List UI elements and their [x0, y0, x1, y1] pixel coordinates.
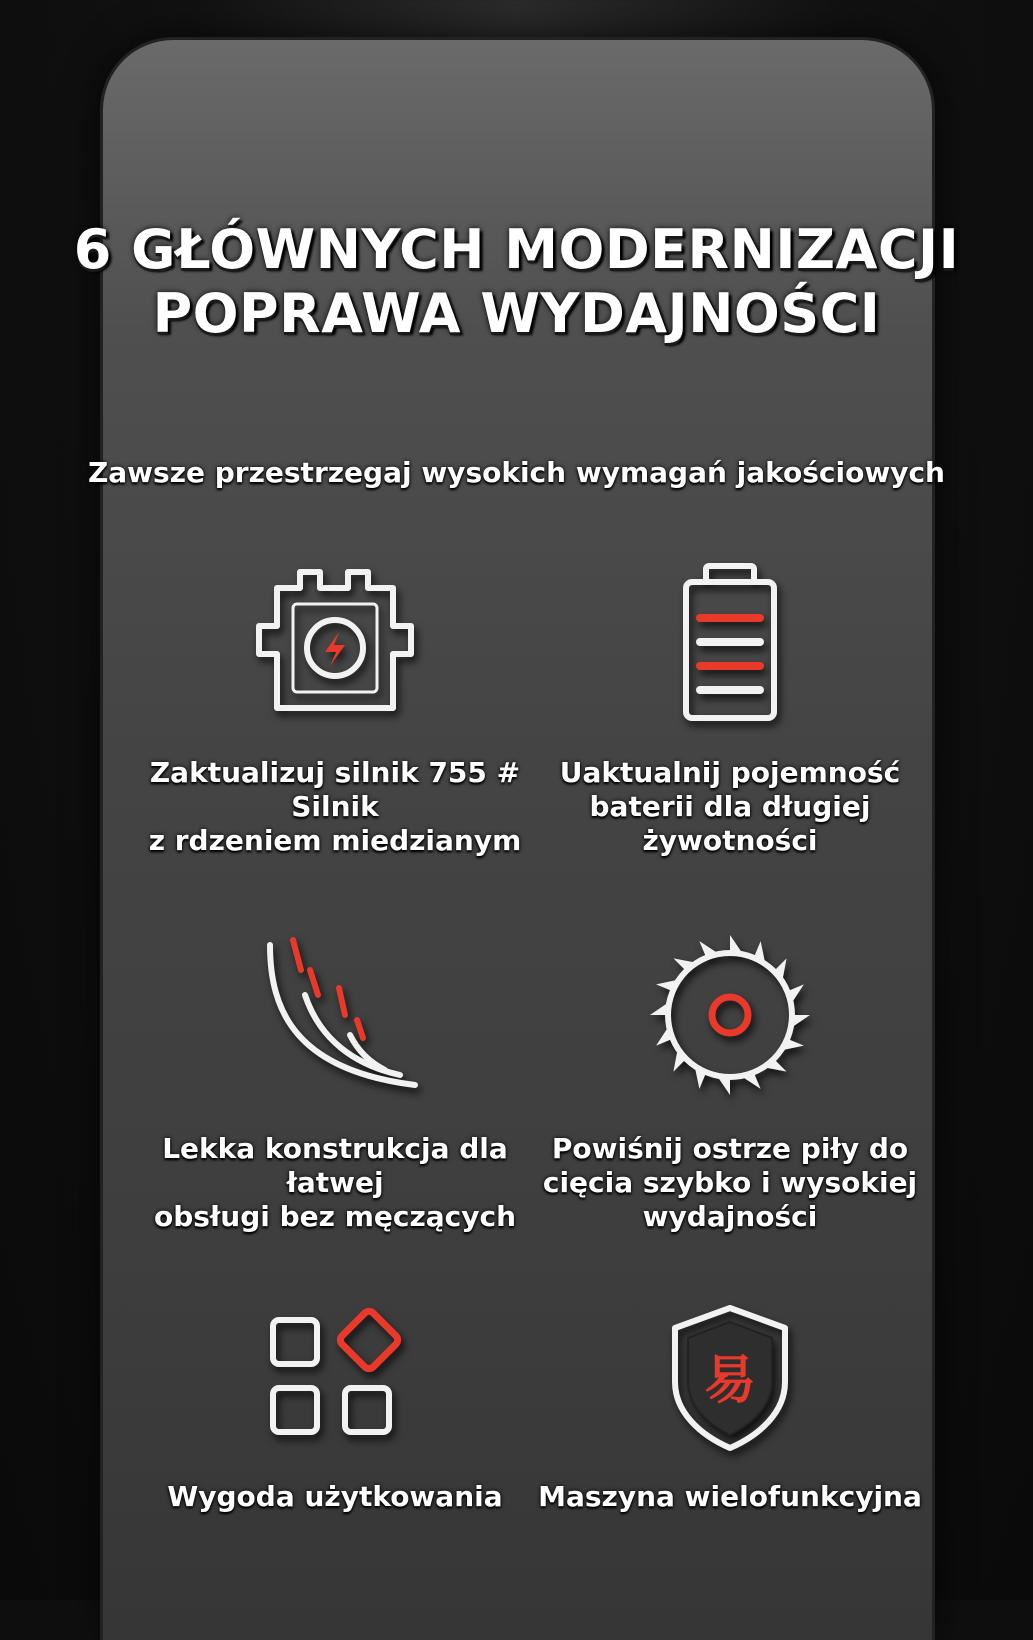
saw-tooth: [730, 935, 743, 954]
shield-icon: [630, 1300, 830, 1450]
page-title: [0, 218, 1033, 346]
feature-multifunction: [510, 1300, 950, 1514]
feature-convenience-label: Wygoda użytkowania: [167, 1480, 503, 1513]
saw-tooth: [763, 1059, 786, 1072]
feature-battery: [510, 560, 950, 858]
saw-tooth: [774, 958, 787, 981]
saw-tooth: [673, 1048, 686, 1071]
saw-tooth: [650, 1002, 669, 1015]
saw-tooth: [791, 1015, 810, 1028]
feature-saw-blade: [510, 930, 950, 1234]
motor-icon: [235, 560, 435, 730]
feather-icon: [235, 930, 435, 1100]
feature-motor: [115, 560, 555, 858]
feature-motor-label: Zaktualizuj silnik 755 # Silnik z rdzeniem miedzianym: [148, 756, 522, 857]
saw-blade-icon: [630, 930, 830, 1100]
feature-multifunction-label: Maszyna wielofunkcyjna: [538, 1480, 922, 1513]
saw-tooth: [717, 1076, 730, 1095]
feature-battery-label: Uaktualnij pojemność baterii dla długiej żywotności: [559, 756, 901, 857]
apps-grid-icon: [235, 1300, 435, 1450]
feature-lightweight: [115, 930, 555, 1234]
page-subtitle: Zawsze przestrzegaj wysokich wymagań jakościowych: [87, 456, 945, 489]
saw-tooth: [673, 958, 696, 971]
feature-lightweight-label: Lekka konstrukcja dla łatwej obsługi bez męczących: [153, 1132, 517, 1233]
feature-convenience: [115, 1300, 555, 1514]
battery-icon: [630, 560, 830, 730]
title-line-2: POPRAWA WYDAJNOŚCI: [152, 282, 881, 345]
shield-glyph: 易: [703, 1351, 757, 1411]
title-line-1: 6 GŁÓWNYCH MODERNIZACJI: [73, 218, 960, 281]
feature-saw-blade-label: Powiśnij ostrze piły do cięcia szybko i wysokiej wydajności: [542, 1132, 918, 1233]
